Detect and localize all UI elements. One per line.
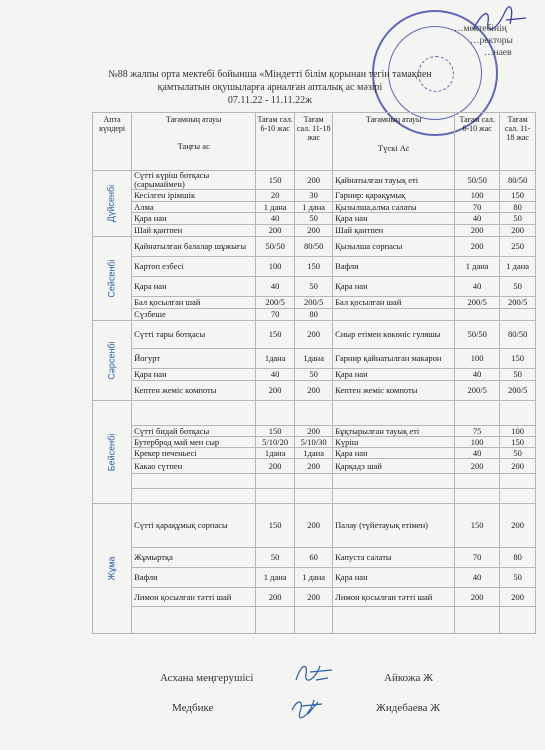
lunch-11-18-cell: 80/50 — [500, 171, 536, 190]
cook-role: Асхана меңгерушісі — [160, 672, 254, 684]
breakfast-6-10-cell: 40 — [256, 369, 295, 381]
col-lunch-6-10: Тағам сал. 6-10 жас — [455, 113, 500, 171]
lunch-11-18-cell — [500, 401, 536, 426]
lunch-11-18-cell: 200/5 — [500, 381, 536, 401]
table-row — [93, 369, 536, 381]
table-row — [93, 474, 536, 489]
lunch-11-18-cell: 80 — [500, 202, 536, 213]
table-row — [93, 504, 536, 548]
breakfast-6-10-cell: 200 — [256, 225, 295, 237]
lunch-11-18-cell: 50 — [500, 277, 536, 297]
title-line-1: №88 жалпы орта мектебі бойынша «Міндетті білім қорынан тегін тамақпен — [108, 69, 432, 80]
breakfast-6-10-cell: 50 — [256, 548, 295, 568]
cook-name: Айкожа Ж — [384, 672, 433, 684]
breakfast-6-10-cell: 1 дана — [256, 202, 295, 213]
title-line-2: қамтылатын оқушыларға арналған апталық ас мәзірі — [157, 82, 383, 93]
breakfast-11-18-cell: 1дана — [295, 349, 333, 369]
lunch-dish-cell: Гарнир: қарақұмық — [333, 190, 455, 202]
lunch-dish-cell: Қызылша сорпасы — [333, 237, 455, 257]
lunch-6-10-cell: 70 — [455, 548, 500, 568]
col-breakfast-label: Таңғы ас — [177, 141, 210, 151]
lunch-6-10-cell: 200 — [455, 459, 500, 474]
lunch-6-10-cell — [455, 401, 500, 426]
table-row — [93, 349, 536, 369]
breakfast-dish-cell: Қайнатылған балалар шұжығы — [132, 237, 256, 257]
lunch-dish-cell — [333, 607, 455, 634]
col-lunch-11-18: Тағам сал. 11-18 жас — [500, 113, 536, 171]
breakfast-11-18-cell: 1дана — [295, 448, 333, 459]
breakfast-dish-cell — [132, 474, 256, 489]
lunch-6-10-cell: 200 — [455, 237, 500, 257]
lunch-dish-cell: Қызылша,алма салаты — [333, 202, 455, 213]
breakfast-dish-cell: Сүтті күріш ботқасы (сарымаймен) — [132, 171, 256, 190]
breakfast-11-18-cell: 1 дана — [295, 202, 333, 213]
lunch-11-18-cell: 200 — [500, 225, 536, 237]
breakfast-dish-cell: Сүзбеше — [132, 309, 256, 321]
lunch-11-18-cell: 150 — [500, 349, 536, 369]
lunch-dish-cell — [333, 401, 455, 426]
lunch-11-18-cell: 250 — [500, 237, 536, 257]
approval-line-2: …ректоры — [470, 36, 513, 46]
breakfast-6-10-cell — [256, 489, 295, 504]
breakfast-dish-cell: Алма — [132, 202, 256, 213]
table-row — [93, 202, 536, 213]
lunch-6-10-cell — [455, 489, 500, 504]
breakfast-dish-cell: Бутерброд май мен сыр — [132, 437, 256, 448]
day-name: Бейсенбі — [106, 433, 117, 471]
breakfast-11-18-cell: 200 — [295, 225, 333, 237]
table-header-row — [93, 113, 536, 171]
breakfast-11-18-cell — [295, 607, 333, 634]
lunch-11-18-cell: 50 — [500, 568, 536, 588]
lunch-6-10-cell: 200 — [455, 588, 500, 607]
breakfast-dish-cell: Сүтті тары ботқасы — [132, 321, 256, 349]
lunch-6-10-cell: 40 — [455, 568, 500, 588]
lunch-11-18-cell: 150 — [500, 190, 536, 202]
table-row — [93, 607, 536, 634]
breakfast-dish-cell: Кесілген ірімшік — [132, 190, 256, 202]
lunch-6-10-cell: 50/50 — [455, 171, 500, 190]
lunch-dish-cell: Вафли — [333, 257, 455, 277]
table-row — [93, 401, 536, 426]
breakfast-11-18-cell: 200 — [295, 504, 333, 548]
lunch-dish-cell: Палау (түйетауық етімен) — [333, 504, 455, 548]
breakfast-11-18-cell: 50 — [295, 277, 333, 297]
breakfast-11-18-cell — [295, 489, 333, 504]
lunch-11-18-cell — [500, 474, 536, 489]
lunch-6-10-cell: 75 — [455, 426, 500, 437]
breakfast-11-18-cell — [295, 474, 333, 489]
lunch-6-10-cell: 150 — [455, 504, 500, 548]
lunch-dish-cell: Күріш — [333, 437, 455, 448]
breakfast-11-18-cell: 200 — [295, 381, 333, 401]
breakfast-11-18-cell: 200 — [295, 321, 333, 349]
day-name: Дүйсенбі — [106, 184, 117, 223]
breakfast-6-10-cell: 200 — [256, 459, 295, 474]
lunch-11-18-cell: 50 — [500, 448, 536, 459]
table-row — [93, 437, 536, 448]
breakfast-6-10-cell: 150 — [256, 504, 295, 548]
breakfast-dish-cell: Йогурт — [132, 349, 256, 369]
lunch-dish-cell: Бұқтырылған тауық еті — [333, 426, 455, 437]
lunch-dish-cell — [333, 309, 455, 321]
table-row — [93, 225, 536, 237]
table-row — [93, 426, 536, 437]
lunch-11-18-cell — [500, 309, 536, 321]
day-label — [93, 237, 132, 321]
breakfast-6-10-cell: 150 — [256, 321, 295, 349]
lunch-11-18-cell: 200 — [500, 504, 536, 548]
lunch-6-10-cell: 40 — [455, 277, 500, 297]
breakfast-6-10-cell: 40 — [256, 277, 295, 297]
col-breakfast-11-18: Тағам сал. 11-18 жас — [295, 113, 333, 171]
lunch-6-10-cell: 200 — [455, 225, 500, 237]
table-row — [93, 190, 536, 202]
lunch-dish-cell: Лимон қосылған тәтті шай — [333, 588, 455, 607]
lunch-11-18-cell: 150 — [500, 437, 536, 448]
breakfast-dish-cell: Лимон қосылған тәтті шай — [132, 588, 256, 607]
menu-table — [92, 112, 536, 634]
breakfast-dish-cell: Сүтті бидай ботқасы — [132, 426, 256, 437]
table-row — [93, 321, 536, 349]
breakfast-dish-cell: Қара нан — [132, 213, 256, 225]
lunch-11-18-cell: 200/5 — [500, 297, 536, 309]
cook-signature — [292, 660, 338, 686]
breakfast-6-10-cell: 1дана — [256, 349, 295, 369]
breakfast-11-18-cell: 50 — [295, 369, 333, 381]
breakfast-6-10-cell: 200/5 — [256, 297, 295, 309]
breakfast-dish-cell: Қара нан — [132, 369, 256, 381]
breakfast-6-10-cell — [256, 607, 295, 634]
breakfast-6-10-cell: 1дана — [256, 448, 295, 459]
lunch-dish-cell: Қарқадэ шай — [333, 459, 455, 474]
lunch-dish-cell: Сиыр етімен көкөніс гуляшы — [333, 321, 455, 349]
lunch-11-18-cell: 80 — [500, 548, 536, 568]
breakfast-11-18-cell: 200 — [295, 459, 333, 474]
breakfast-6-10-cell: 40 — [256, 213, 295, 225]
day-label — [93, 401, 132, 504]
lunch-dish-cell — [333, 489, 455, 504]
lunch-dish-cell: Бал қосылған шай — [333, 297, 455, 309]
table-row — [93, 381, 536, 401]
day-name: Жұма — [106, 556, 117, 581]
breakfast-11-18-cell: 200/5 — [295, 297, 333, 309]
table-row — [93, 309, 536, 321]
nurse-role: Медбике — [172, 702, 214, 714]
lunch-6-10-cell: 1 дана — [455, 257, 500, 277]
lunch-dish-cell: Қара нан — [333, 277, 455, 297]
table-row — [93, 448, 536, 459]
breakfast-11-18-cell: 50 — [295, 213, 333, 225]
day-label — [93, 321, 132, 401]
breakfast-dish-cell: Кептен жеміс компоты — [132, 381, 256, 401]
lunch-6-10-cell: 40 — [455, 448, 500, 459]
approval-line-1: …мектебінің — [454, 24, 507, 34]
day-label — [93, 171, 132, 237]
table-row — [93, 588, 536, 607]
breakfast-6-10-cell: 150 — [256, 171, 295, 190]
lunch-dish-cell: Қара нан — [333, 448, 455, 459]
lunch-11-18-cell: 80/50 — [500, 321, 536, 349]
lunch-dish-cell: Шай қантпен — [333, 225, 455, 237]
table-row — [93, 568, 536, 588]
breakfast-11-18-cell: 60 — [295, 548, 333, 568]
lunch-11-18-cell: 200 — [500, 588, 536, 607]
col-breakfast-dish — [132, 113, 256, 171]
lunch-6-10-cell: 200/5 — [455, 381, 500, 401]
day-label — [93, 504, 132, 634]
breakfast-11-18-cell — [295, 401, 333, 426]
lunch-11-18-cell: 1 дана — [500, 257, 536, 277]
breakfast-dish-cell — [132, 401, 256, 426]
breakfast-11-18-cell: 30 — [295, 190, 333, 202]
col-lunch-dish-top: Тағамның атауы — [365, 115, 422, 124]
table-row — [93, 548, 536, 568]
breakfast-dish-cell: Шай қантпен — [132, 225, 256, 237]
breakfast-dish-cell: Бал қосылған шай — [132, 297, 256, 309]
lunch-dish-cell: Кептен жеміс компоты — [333, 381, 455, 401]
table-row — [93, 213, 536, 225]
lunch-11-18-cell: 50 — [500, 213, 536, 225]
breakfast-11-18-cell: 80/50 — [295, 237, 333, 257]
col-breakfast-6-10: Тағам сал. 6-10 жас — [256, 113, 295, 171]
approval-line-3: …наев — [484, 48, 512, 58]
breakfast-11-18-cell: 80 — [295, 309, 333, 321]
breakfast-dish-cell: Крекер печеньесі — [132, 448, 256, 459]
lunch-6-10-cell: 100 — [455, 349, 500, 369]
lunch-6-10-cell — [455, 607, 500, 634]
nurse-signature — [288, 694, 328, 720]
breakfast-dish-cell — [132, 489, 256, 504]
lunch-dish-cell: Қара нан — [333, 213, 455, 225]
lunch-6-10-cell — [455, 474, 500, 489]
table-row — [93, 171, 536, 190]
breakfast-11-18-cell: 200 — [295, 426, 333, 437]
lunch-6-10-cell: 40 — [455, 369, 500, 381]
day-name: Сейсенбі — [106, 259, 117, 298]
breakfast-11-18-cell: 1 дана — [295, 568, 333, 588]
lunch-11-18-cell — [500, 607, 536, 634]
lunch-dish-cell: Гарнир қайнатылған макарон — [333, 349, 455, 369]
lunch-dish-cell: Қара нан — [333, 369, 455, 381]
day-name: Сәрсенбі — [106, 341, 117, 380]
table-row — [93, 277, 536, 297]
breakfast-dish-cell: Вафли — [132, 568, 256, 588]
breakfast-dish-cell — [132, 607, 256, 634]
lunch-6-10-cell: 70 — [455, 202, 500, 213]
lunch-dish-cell — [333, 474, 455, 489]
col-day: Апта күндері — [93, 113, 132, 171]
breakfast-6-10-cell: 70 — [256, 309, 295, 321]
table-row — [93, 459, 536, 474]
breakfast-6-10-cell: 200 — [256, 381, 295, 401]
lunch-6-10-cell: 200/5 — [455, 297, 500, 309]
breakfast-11-18-cell: 200 — [295, 171, 333, 190]
breakfast-6-10-cell — [256, 474, 295, 489]
breakfast-6-10-cell: 50/50 — [256, 237, 295, 257]
breakfast-6-10-cell: 20 — [256, 190, 295, 202]
lunch-11-18-cell: 100 — [500, 426, 536, 437]
breakfast-dish-cell: Сүтті қарақұмық сорпасы — [132, 504, 256, 548]
lunch-dish-cell: Қара нан — [333, 568, 455, 588]
breakfast-6-10-cell: 200 — [256, 588, 295, 607]
title-line-3: 07.11.22 - 11.11.22ж — [227, 95, 313, 106]
breakfast-dish-cell: Какао сүтпен — [132, 459, 256, 474]
lunch-6-10-cell: 50/50 — [455, 321, 500, 349]
breakfast-11-18-cell: 5/10/30 — [295, 437, 333, 448]
nurse-name: Жидебаева Ж — [376, 702, 441, 714]
lunch-6-10-cell: 40 — [455, 213, 500, 225]
lunch-6-10-cell: 100 — [455, 437, 500, 448]
lunch-11-18-cell — [500, 489, 536, 504]
breakfast-11-18-cell: 200 — [295, 588, 333, 607]
breakfast-11-18-cell: 150 — [295, 257, 333, 277]
lunch-11-18-cell: 50 — [500, 369, 536, 381]
breakfast-dish-cell: Картоп езбесі — [132, 257, 256, 277]
col-lunch-label: Түскі Ас — [377, 143, 410, 153]
lunch-11-18-cell: 200 — [500, 459, 536, 474]
breakfast-6-10-cell — [256, 401, 295, 426]
lunch-dish-cell: Қайнатылған тауық еті — [333, 171, 455, 190]
breakfast-6-10-cell: 150 — [256, 426, 295, 437]
document-title — [60, 68, 480, 107]
col-lunch-dish — [333, 113, 455, 171]
breakfast-dish-cell: Қара нан — [132, 277, 256, 297]
lunch-dish-cell: Капуста салаты — [333, 548, 455, 568]
table-row — [93, 297, 536, 309]
col-breakfast-dish-top: Тағамның атауы — [165, 115, 222, 124]
breakfast-dish-cell: Жұмыртқа — [132, 548, 256, 568]
breakfast-6-10-cell: 100 — [256, 257, 295, 277]
breakfast-6-10-cell: 5/10/20 — [256, 437, 295, 448]
lunch-6-10-cell: 100 — [455, 190, 500, 202]
table-row — [93, 489, 536, 504]
breakfast-6-10-cell: 1 дана — [256, 568, 295, 588]
lunch-6-10-cell — [455, 309, 500, 321]
table-row — [93, 257, 536, 277]
table-row — [93, 237, 536, 257]
